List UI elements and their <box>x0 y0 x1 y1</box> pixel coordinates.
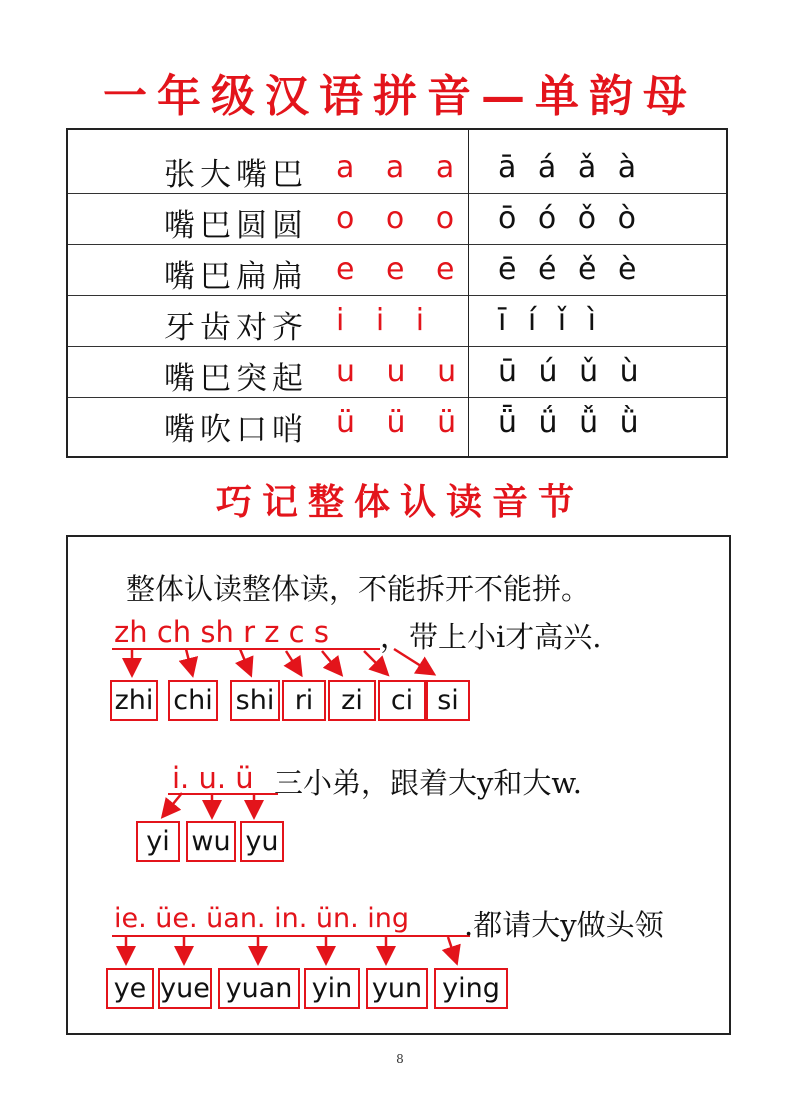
syllable-box-yu: yu <box>240 821 284 862</box>
page-number: 8 <box>396 1052 404 1066</box>
vowel-row-v <box>68 397 726 448</box>
vowel-row-i <box>68 295 726 347</box>
arrow-ri <box>286 651 300 673</box>
vowel-description: 嘴巴扁扁 <box>164 259 308 295</box>
vowel-description: 嘴巴突起 <box>164 361 308 397</box>
syllable-box-shi: shi <box>230 680 280 721</box>
arrow-ci <box>364 651 386 673</box>
vowel-repeat: o o o <box>336 201 457 236</box>
syllable-box-wu: wu <box>186 821 236 862</box>
vowel-repeat: e e e <box>336 252 457 287</box>
vowel-tones: ō ó ǒ ò <box>498 201 637 236</box>
vowel-repeat: i i i <box>336 303 427 338</box>
syllable-box-zhi: zhi <box>110 680 158 721</box>
vowel-row-o <box>68 193 726 245</box>
arrow-si <box>394 649 432 673</box>
syllable-section <box>66 535 731 1035</box>
vowel-description: 张大嘴巴 <box>164 157 308 193</box>
vowel-description: 嘴巴圆圆 <box>164 208 308 244</box>
vowel-repeat: u u u <box>336 354 459 389</box>
syllable-box-ri: ri <box>282 680 326 721</box>
arrow-chi <box>186 649 192 673</box>
syllable-box-ye: ye <box>106 968 154 1009</box>
vowel-row-e <box>68 244 726 296</box>
vowel-repeat: a a a <box>336 150 457 185</box>
rhyme-tail-2: 三小弟，跟着大y和大w. <box>274 766 582 800</box>
arrow-zi <box>322 651 340 673</box>
arrow-shi <box>240 649 250 673</box>
rhyme-line: 整体认读整体读，不能拆开不能拼。 <box>126 572 591 606</box>
vowel-tones: ā á ǎ à <box>498 150 637 185</box>
arrow-ying <box>448 937 456 961</box>
vowel-description: 牙齿对齐 <box>164 310 308 346</box>
syllable-box-yi: yi <box>136 821 180 862</box>
initials-group-3: ie. üe. üan. in. ün. ing <box>114 903 410 934</box>
vowel-table <box>66 128 728 458</box>
syllable-box-zi: zi <box>328 680 376 721</box>
syllable-box-yin: yin <box>304 968 360 1009</box>
syllable-box-yue: yue <box>158 968 212 1009</box>
syllable-box-yuan: yuan <box>218 968 300 1009</box>
syllable-box-ci: ci <box>378 680 426 721</box>
vowel-tones: ē é ě è <box>498 252 637 287</box>
syllable-box-chi: chi <box>168 680 218 721</box>
arrow-yi <box>164 793 182 815</box>
rhyme-tail-3: .都请大y做头领 <box>464 908 664 942</box>
section-title: 巧记整体认读音节 <box>215 481 584 523</box>
vowel-tones: ū ú ǔ ù <box>498 354 639 389</box>
table-column-divider <box>468 130 469 456</box>
vowel-description: 嘴吹口哨 <box>164 412 308 448</box>
vowel-row-u <box>68 346 726 398</box>
arrows-layer <box>68 537 729 1033</box>
page-title: 一年级汉语拼音—单韵母 <box>103 71 697 122</box>
syllable-box-si: si <box>426 680 470 721</box>
vowel-tones: ī í ǐ ì <box>498 303 596 338</box>
rhyme-tail-1: ，带上小i才高兴. <box>380 620 602 654</box>
vowel-repeat: ü ü ü <box>336 405 459 440</box>
initials-group-1: zh ch sh r z c s <box>114 615 329 649</box>
syllable-box-ying: ying <box>434 968 508 1009</box>
vowel-row-a <box>68 142 726 194</box>
syllable-box-yun: yun <box>366 968 428 1009</box>
vowel-tones: ǖ ǘ ǚ ǜ <box>498 405 639 440</box>
initials-group-2: i. u. ü <box>172 761 254 795</box>
